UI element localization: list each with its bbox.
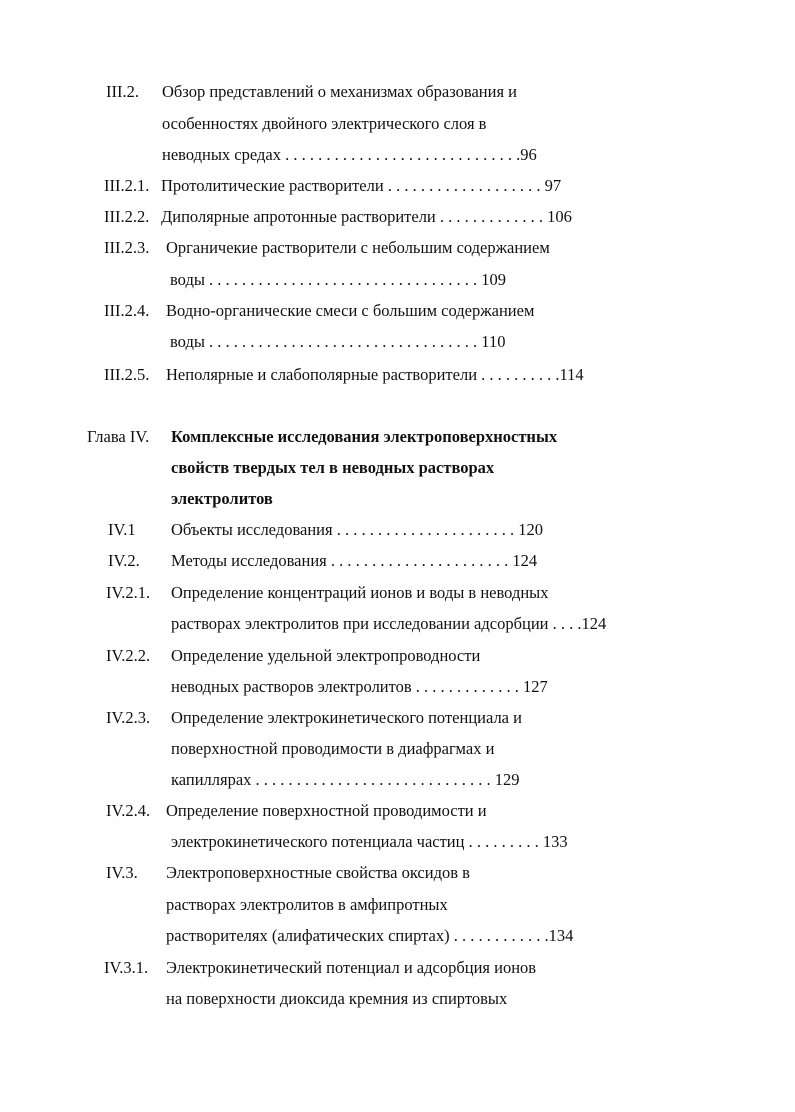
toc-entry-text: Протолитические растворители . . . . . . . . . . . . . . . . . . . 97 xyxy=(161,176,562,195)
toc-entry-number: III.2.5. xyxy=(104,365,150,384)
toc-entry-text: неводных растворов электролитов . . . . . . . . . . . . . 127 xyxy=(171,677,548,696)
chapter-title: электролитов xyxy=(171,489,273,508)
toc-entry-text: Методы исследования . . . . . . . . . . . . . . . . . . . . . . 124 xyxy=(171,551,538,570)
toc-entry-text: Определение удельной электропроводности xyxy=(171,646,481,665)
chapter-title: Комплексные исследования электроповерхностных xyxy=(171,427,558,446)
chapter-title: свойств твердых тел в неводных растворах xyxy=(171,458,495,477)
toc-entry-text: Водно-органические смеси с большим содержанием xyxy=(166,301,535,320)
toc-entry-text: Неполярные и слабополярные растворители . . . . . . . . . .114 xyxy=(166,365,584,384)
toc-entry-text: Определение концентраций ионов и воды в неводных xyxy=(171,583,549,602)
toc-entry-text: на поверхности диоксида кремния из спиртовых xyxy=(166,989,508,1008)
toc-entry-number: IV.2. xyxy=(108,551,140,570)
toc-entry-text: Определение электрокинетического потенциала и xyxy=(171,708,522,727)
toc-entry-number: III.2.2. xyxy=(104,207,150,226)
toc-entry-text: особенностях двойного электрического слоя в xyxy=(162,114,487,133)
toc-entry-text: неводных средах . . . . . . . . . . . . . . . . . . . . . . . . . . . . .96 xyxy=(162,145,537,164)
toc-entry-number: IV.3. xyxy=(106,863,138,882)
toc-entry-text: Органичекие растворители с небольшим содержанием xyxy=(166,238,550,257)
toc-entry-number: III.2. xyxy=(106,82,139,101)
toc-entry-text: воды . . . . . . . . . . . . . . . . . . . . . . . . . . . . . . . . . 110 xyxy=(170,332,506,351)
toc-entry-number: IV.2.3. xyxy=(106,708,151,727)
toc-entry-number: IV.2.2. xyxy=(106,646,151,665)
toc-entry-text: капиллярах . . . . . . . . . . . . . . . . . . . . . . . . . . . . . 129 xyxy=(171,770,520,789)
chapter-number: Глава IV. xyxy=(87,427,150,446)
toc-entry-number: III.2.1. xyxy=(104,176,150,195)
toc-entry-text: Электрокинетический потенциал и адсорбция ионов xyxy=(166,958,537,977)
toc-entry-number: III.2.3. xyxy=(104,238,150,257)
toc-entry-text: Объекты исследования . . . . . . . . . . . . . . . . . . . . . . 120 xyxy=(171,520,543,539)
toc-entry-text: Диполярные апротонные растворители . . . . . . . . . . . . . 106 xyxy=(161,207,572,226)
toc-entry-number: III.2.4. xyxy=(104,301,150,320)
toc-entry-text: растворах электролитов в амфипротных xyxy=(166,895,448,914)
toc-entry-text: Определение поверхностной проводимости и xyxy=(166,801,487,820)
toc-entry-text: растворах электролитов при исследовании адсорбции . . . .124 xyxy=(171,614,607,633)
toc-entry-number: IV.2.1. xyxy=(106,583,151,602)
toc-entry-text: растворителях (алифатических спиртах) . . . . . . . . . . . .134 xyxy=(166,926,574,945)
toc-entry-text: Электроповерхностные свойства оксидов в xyxy=(166,863,470,882)
toc-entry-number: IV.2.4. xyxy=(106,801,151,820)
toc-entry-number: IV.3.1. xyxy=(104,958,149,977)
toc-entry-text: воды . . . . . . . . . . . . . . . . . . . . . . . . . . . . . . . . . 109 xyxy=(170,270,507,289)
toc-entry-number: IV.1 xyxy=(108,520,136,539)
toc-entry-text: электрокинетического потенциала частиц . . . . . . . . . 133 xyxy=(171,832,568,851)
toc-entry-text: Обзор представлений о механизмах образования и xyxy=(162,82,517,101)
toc-entry-text: поверхностной проводимости в диафрагмах и xyxy=(171,739,495,758)
